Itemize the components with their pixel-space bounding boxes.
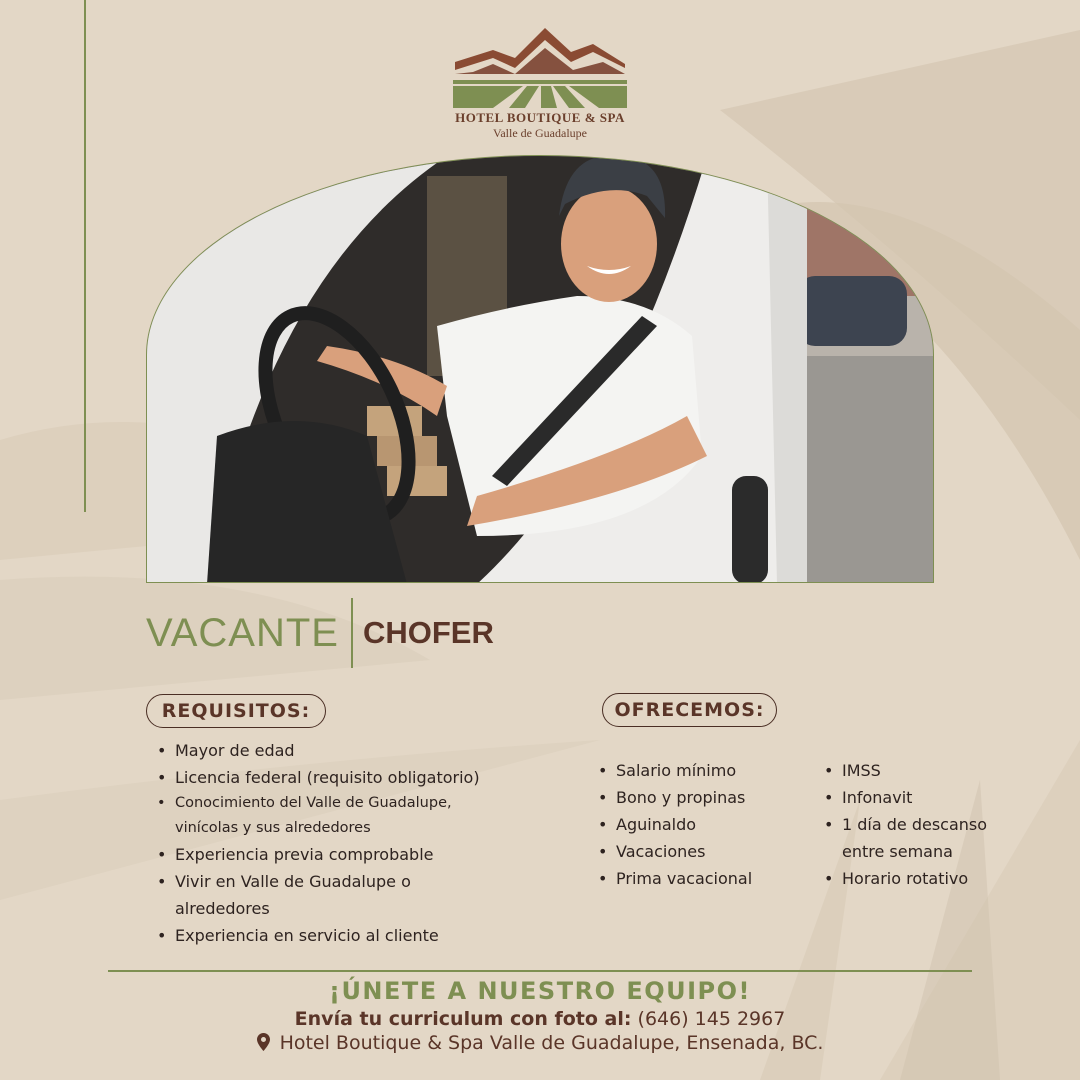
hero-photo-driver	[146, 155, 934, 583]
accent-vertical-line	[84, 0, 86, 512]
job-title	[146, 598, 494, 668]
list-item: • Vacaciones	[598, 838, 798, 865]
ofrecemos-list-col2	[824, 757, 1024, 892]
logo-line1: HOTEL BOUTIQUE & SPA	[455, 110, 625, 125]
list-item: • Infonavit	[824, 784, 1024, 811]
list-item: • 1 día de descanso entre semana	[824, 811, 1024, 865]
map-pin-icon	[257, 1033, 270, 1051]
cta-heading: ¡ÚNETE A NUESTRO EQUIPO!	[329, 977, 751, 1005]
list-item: • Licencia federal (requisito obligatorio)	[157, 764, 537, 791]
list-item: • Salario mínimo	[598, 757, 798, 784]
hotel-logo	[440, 22, 640, 140]
mountain-vineyard-logo-icon	[453, 22, 627, 108]
list-item: • IMSS	[824, 757, 1024, 784]
address-line	[0, 1032, 1080, 1054]
title-position: CHOFER	[362, 615, 494, 650]
ofrecemos-list-col1	[598, 757, 798, 892]
list-item: • Aguinaldo	[598, 811, 798, 838]
footer-divider	[108, 970, 972, 972]
list-item: • Experiencia previa comprobable	[157, 841, 537, 868]
send-cv-line	[0, 1008, 1080, 1030]
list-item: • Experiencia en servicio al cliente	[157, 922, 537, 949]
ofrecemos-heading: OFRECEMOS:	[602, 693, 777, 727]
driver-in-van-image	[147, 156, 934, 583]
list-item: • Horario rotativo	[824, 865, 1024, 892]
requisitos-heading: REQUISITOS:	[146, 694, 326, 728]
list-item: • Mayor de edad	[157, 737, 537, 764]
phone-number[interactable]: (646) 145 2967	[637, 1008, 786, 1030]
list-item: • Conocimiento del Valle de Guadalupe, vinícolas y sus alrededores	[157, 791, 537, 841]
list-item: • Prima vacacional	[598, 865, 798, 892]
send-label: Envía tu curriculum con foto al:	[294, 1008, 632, 1030]
list-item: • Vivir en Valle de Guadalupe o alrededores	[157, 868, 537, 922]
logo-line2: Valle de Guadalupe	[493, 126, 587, 140]
list-item: • Bono y propinas	[598, 784, 798, 811]
title-vacante: VACANTE	[146, 610, 339, 655]
address-text: Hotel Boutique & Spa Valle de Guadalupe, Ensenada, BC.	[279, 1032, 824, 1054]
title-separator	[351, 598, 353, 668]
requisitos-list	[157, 737, 537, 949]
